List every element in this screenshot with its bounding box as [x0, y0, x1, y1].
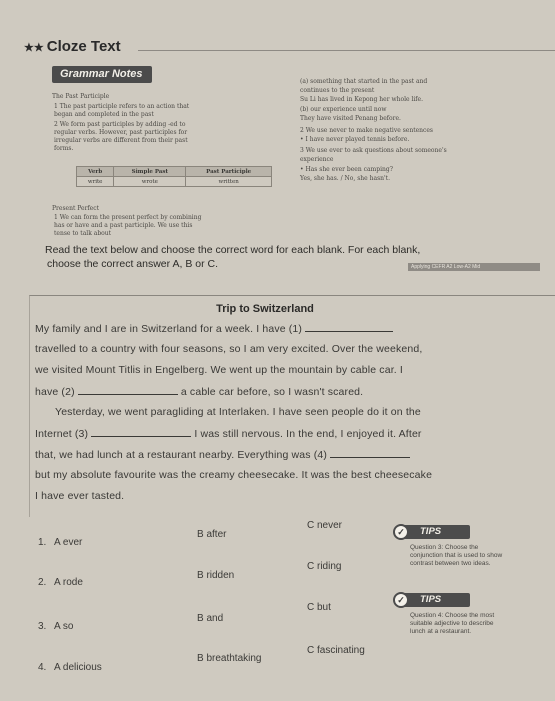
check-icon: ✓ [393, 592, 409, 608]
table-row [77, 177, 272, 187]
table-header: Past Participle [186, 167, 272, 177]
instructions-line-2: choose the correct answer A, B or C. [47, 258, 218, 270]
question-number: 3. [38, 621, 47, 632]
note-line: Su Li has lived in Kepong her whole life. [300, 96, 423, 103]
present-perfect-heading: Present Perfect [52, 205, 99, 212]
note-line: regular verbs. However, past participles for [54, 129, 188, 136]
past-participle-table [76, 166, 272, 187]
option-a[interactable]: A so [54, 621, 74, 632]
option-b[interactable]: B breathtaking [197, 653, 262, 664]
note-line: irregular verbs are different from their past [54, 137, 188, 144]
page-title: ★★ Cloze Text [24, 38, 121, 55]
note-line: • Has she ever been camping? [300, 166, 393, 173]
story-line: Internet (3) I was still nervous. In the end, I enjoyed it. After [35, 428, 422, 440]
tip-text: lunch at a restaurant. [410, 628, 472, 635]
instructions-line-1: Read the text below and choose the correct word for each blank. For each blank, [45, 244, 421, 256]
option-c[interactable]: C never [307, 520, 343, 531]
note-line: experience [300, 156, 334, 163]
tip-text: conjunction that is used to show [410, 552, 503, 559]
grammar-notes-badge: Grammar Notes [52, 66, 152, 83]
note-line: (a) something that started in the past and [300, 78, 428, 85]
story-title: Trip to Switzerland [216, 303, 314, 315]
tips-badge: TIPS [396, 593, 470, 607]
question-number: 1. [38, 537, 47, 548]
note-line: 1 We can form the present perfect by combining [54, 214, 202, 221]
header-divider [138, 50, 555, 51]
option-b[interactable]: B after [197, 529, 227, 540]
option-a[interactable]: A ever [54, 537, 83, 548]
tips-badge: TIPS [396, 525, 470, 539]
story-line: have (2) a cable car before, so I wasn't scared. [35, 386, 364, 398]
option-a[interactable]: A delicious [54, 662, 102, 673]
star-icon: ★★ [24, 42, 44, 54]
option-b[interactable]: B and [197, 613, 224, 624]
option-c[interactable]: C riding [307, 561, 342, 572]
story-line: that, we had lunch at a restaurant nearby. Everything was (4) [35, 448, 550, 461]
note-line: forms. [54, 145, 74, 152]
option-c[interactable]: C but [307, 602, 331, 613]
story-line: Yesterday, we went paragliding at Interlaken. I have seen people do it on the [55, 406, 421, 418]
tip-text: suitable adjective to describe [410, 620, 494, 627]
table-cell: wrote [114, 177, 186, 187]
note-line: continues to the present [300, 87, 375, 94]
table-cell: written [186, 177, 272, 187]
note-line: Yes, she has. / No, she hasn't. [300, 175, 390, 182]
story-line: My family and I are in Switzerland for a week. I have (1) [35, 322, 550, 335]
tip-text: Question 3: Choose the [410, 544, 479, 551]
check-icon: ✓ [393, 524, 409, 540]
blank-1[interactable] [305, 322, 393, 332]
past-participle-heading: The Past Participle [52, 93, 110, 100]
note-line: 2 We form past participles by adding -ed to [54, 121, 186, 128]
note-line: (b) our experience until now [300, 106, 387, 113]
note-line: 1 The past participle refers to an action that [54, 103, 190, 110]
table-cell: write [77, 177, 114, 187]
option-b[interactable]: B ridden [197, 570, 235, 581]
story-line: but my absolute favourite was the creamy cheesecake. It was the best cheesecake [35, 469, 433, 481]
tip-text: Question 4: Choose the most [410, 612, 495, 619]
question-number: 2. [38, 577, 47, 588]
story-line: travelled to a country with four seasons, so I am very excited. Over the weekend, [35, 343, 423, 355]
note-line: 2 We use never to make negative sentences [300, 127, 434, 134]
option-c[interactable]: C fascinating [307, 645, 365, 656]
note-line: tense to talk about [54, 230, 112, 237]
option-a[interactable]: A rode [54, 577, 83, 588]
note-line: has or have and a past participle. We use this [54, 222, 193, 229]
note-line: They have visited Penang before. [300, 115, 401, 122]
table-header: Verb [77, 167, 114, 177]
blank-2[interactable] [78, 385, 178, 395]
question-number: 4. [38, 662, 47, 673]
table-header: Simple Past [114, 167, 186, 177]
blank-4[interactable] [330, 448, 410, 458]
note-line: • I have never played tennis before. [300, 136, 410, 143]
note-line: 3 We use ever to ask questions about someone's [300, 147, 447, 154]
story-line: we visited Mount Titlis in Engelberg. We went up the mountain by cable car. I [35, 364, 403, 376]
tip-text: contrast between two ideas. [410, 560, 491, 567]
skill-level-tag: Applying CEFR A2 Low-A2 Mid [408, 263, 540, 271]
note-line: began and completed in the past [54, 111, 154, 118]
story-line: I have ever tasted. [35, 490, 125, 502]
blank-3[interactable] [91, 427, 191, 437]
